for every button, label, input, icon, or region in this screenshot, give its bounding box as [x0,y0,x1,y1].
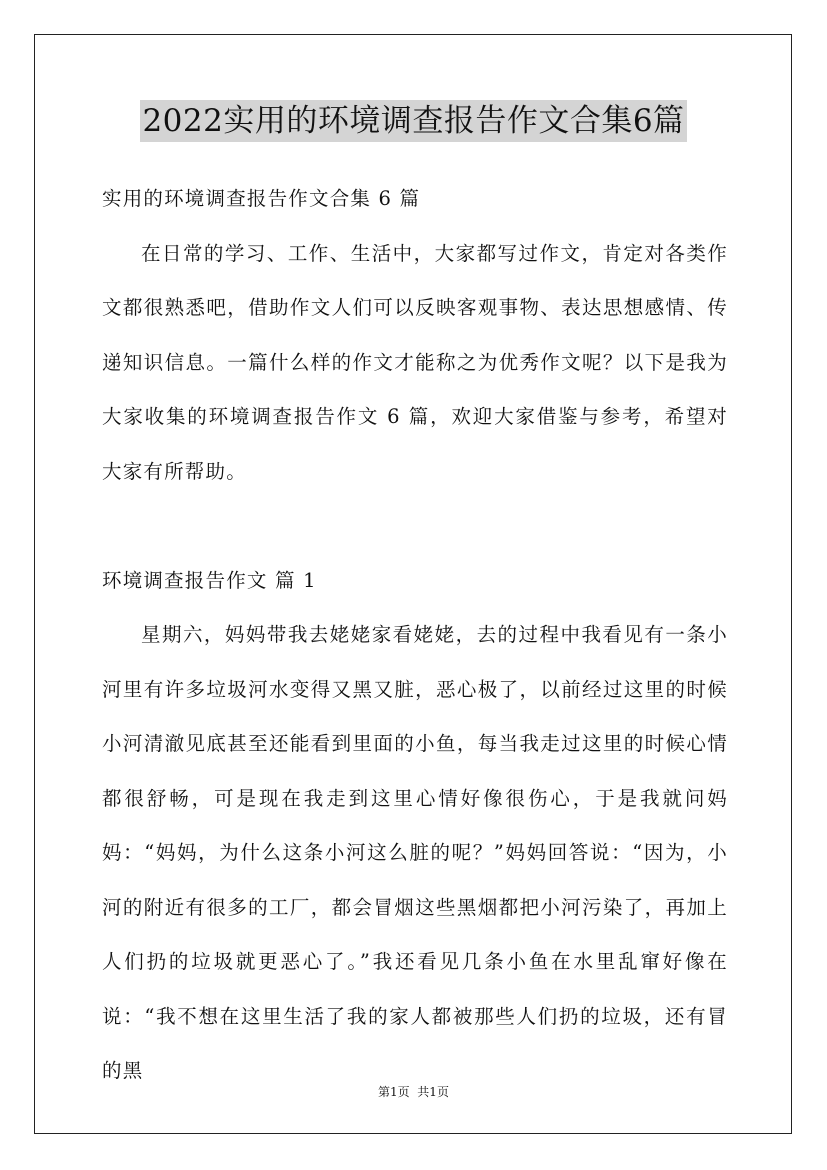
document-subtitle: 实用的环境调查报告作文合集 6 篇 [102,187,421,210]
page-footer: 第1页 共1页 [378,1085,449,1099]
document-body [102,172,728,1099]
intro-paragraph: 在日常的学习、工作、生活中，大家都写过作文，肯定对各类作文都很熟悉吧，借助作文人们可以反映客观事物、表达思想感情、传递知识信息。一篇什么样的作文才能称之为优秀作文呢？以下是我为大家收集的环境调查报告作文 6 篇，欢迎大家借鉴与参考，希望对大家有所帮助。 [102,241,728,483]
title-container [0,100,827,142]
section-heading: 环境调查报告作文 篇 1 [102,568,317,592]
paragraph-gap [102,499,728,554]
document-title: 2022实用的环境调查报告作文合集6篇 [140,100,686,142]
section-body-paragraph: 星期六，妈妈带我去姥姥家看姥姥，去的过程中我看见有一条小河里有许多垃圾河水变得又黑又脏，恶心极了，以前经过这里的时候小河清澈见底甚至还能看到里面的小鱼，每当我走过这里的时候心情都很舒畅，可是现在我走到这里心情好像很伤心，于是我就问妈妈：“妈妈，为什么这条小河这么脏的呢？”妈妈回答说：“因为，小河的附近有很多的工厂，都会冒烟这些黑烟都把小河污染了，再加上人们扔的垃圾就更恶心了。”我还看见几条小鱼在水里乱窜好像在说：“我不想在这里生活了我的家人都被那些人们扔的垃圾，还有冒的黑 [102,623,728,1082]
